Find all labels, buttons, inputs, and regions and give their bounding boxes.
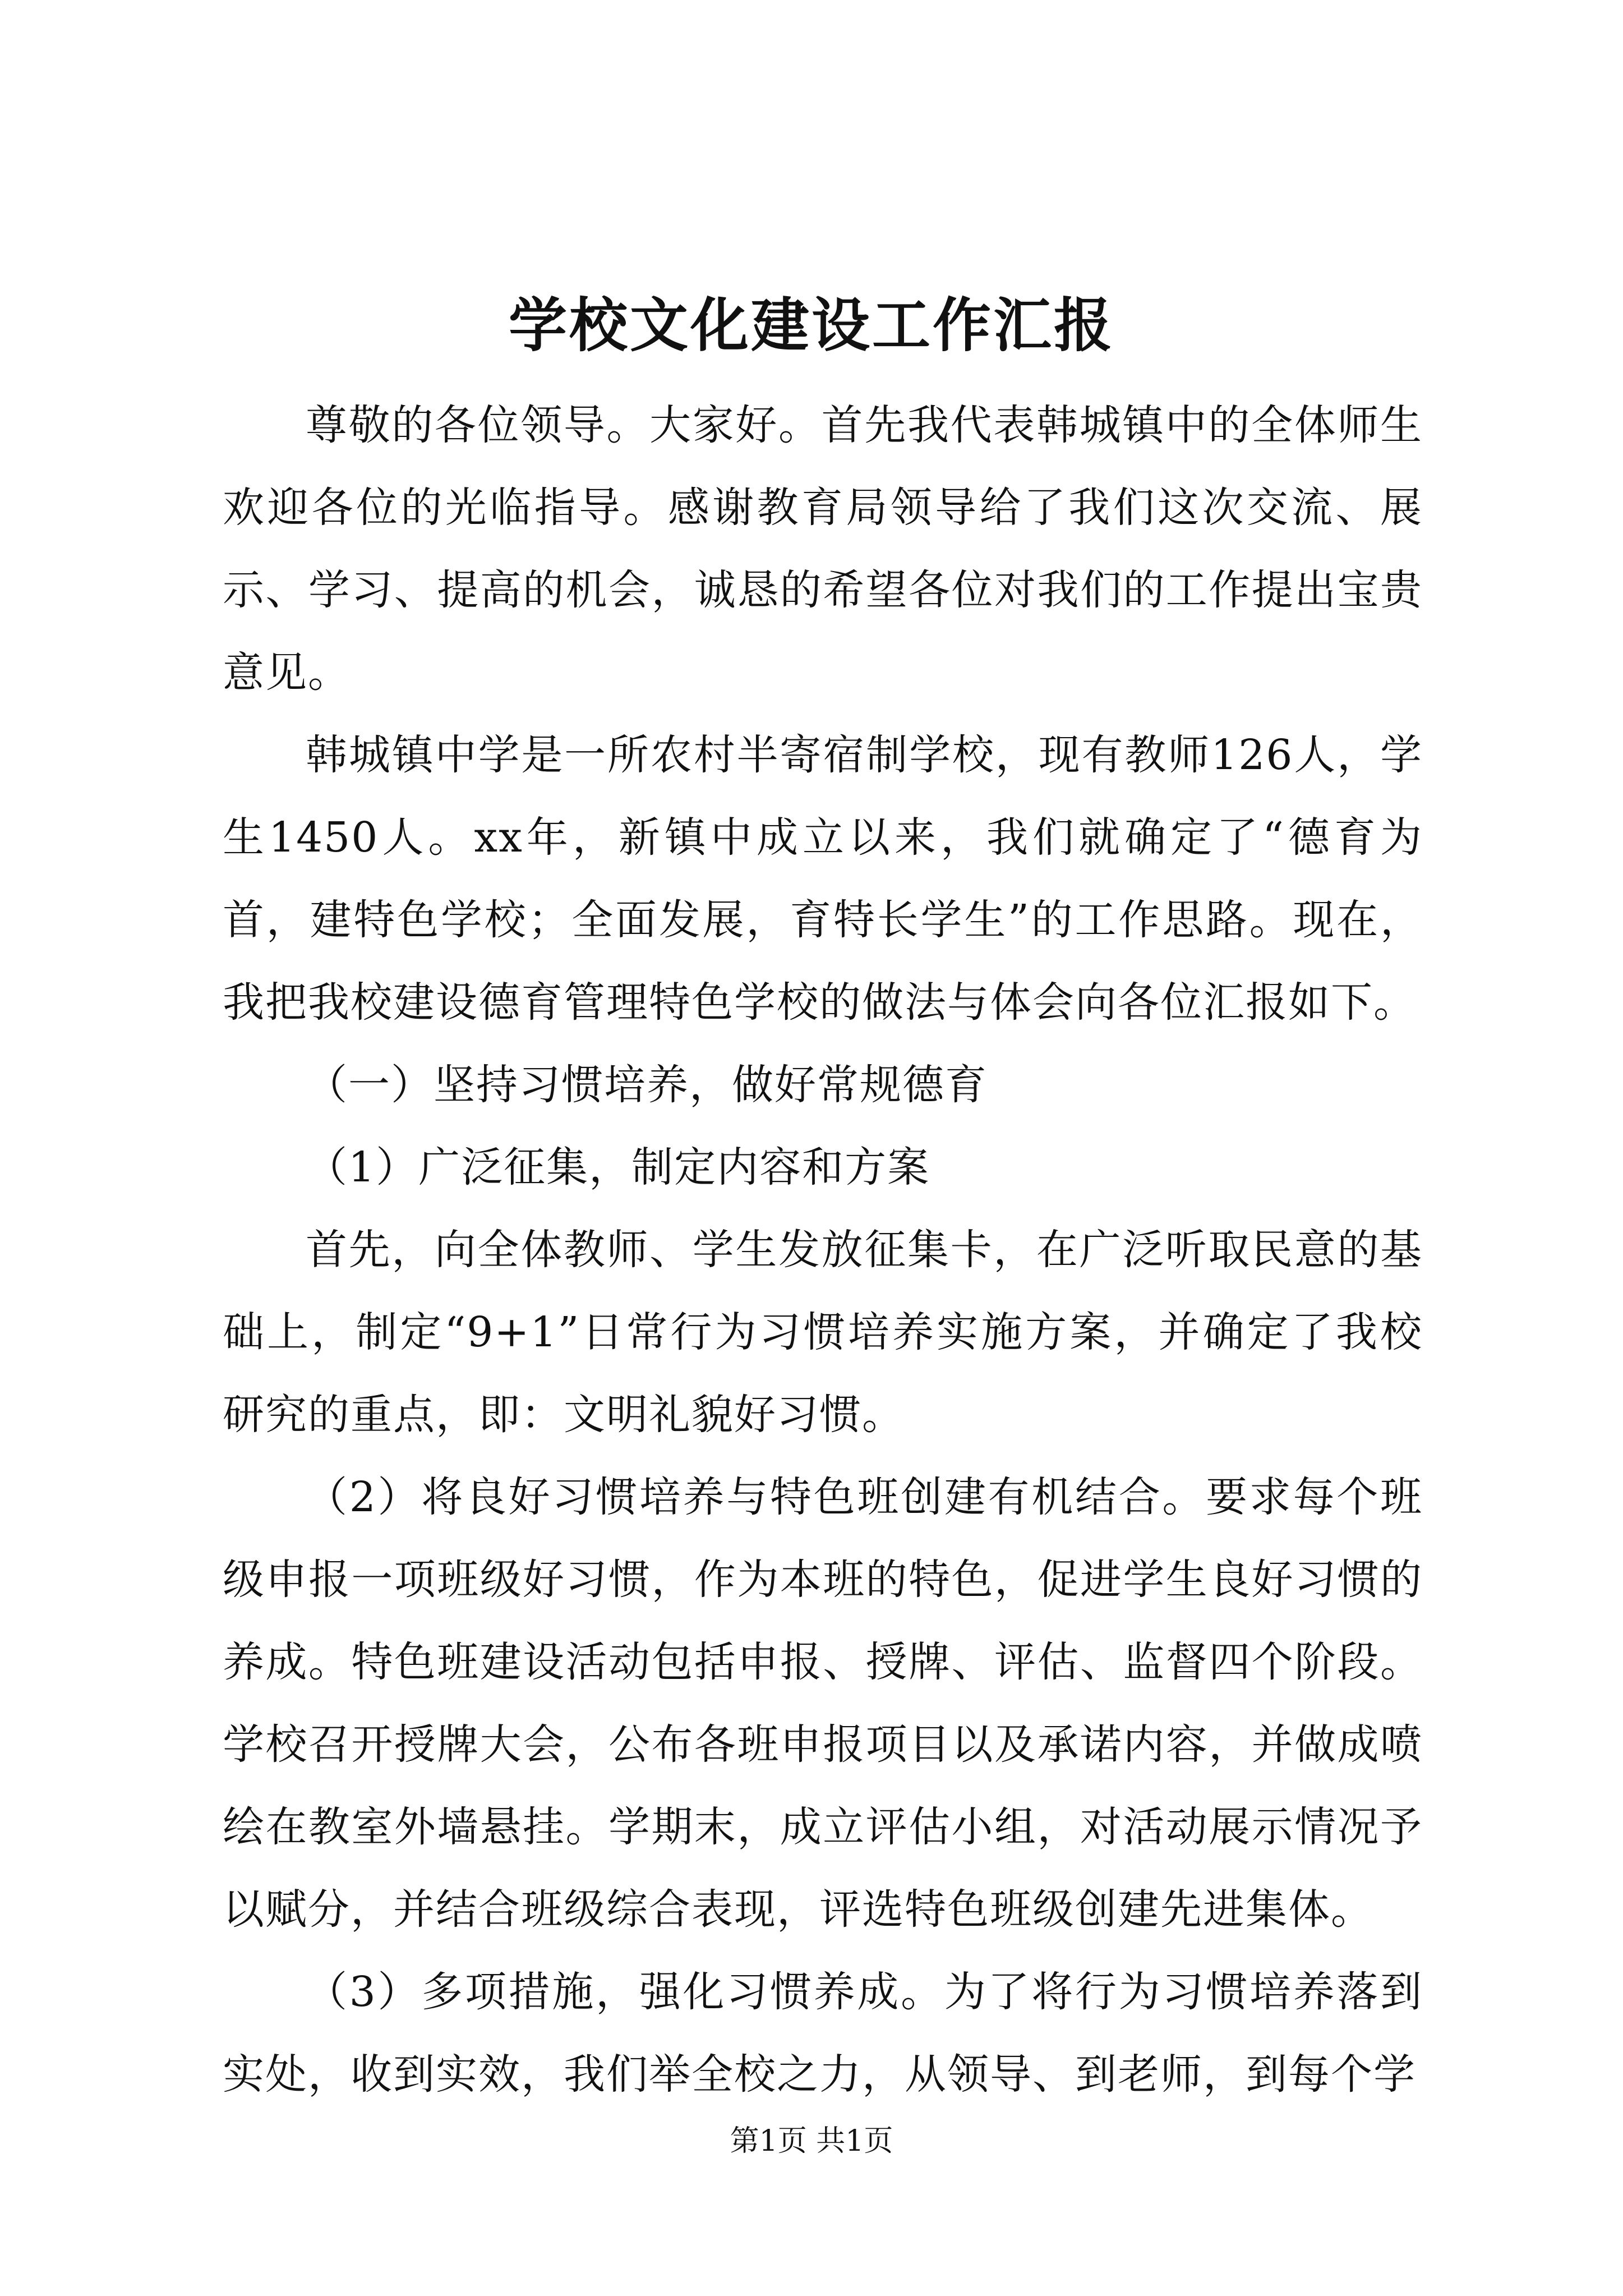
paragraph-greeting: 尊敬的各位领导。大家好。首先我代表韩城镇中的全体师生欢迎各位的光临指导。感谢教育局领导给了我们这次交流、展示、学习、提高的机会，诚恳的希望各位对我们的工作提出宝贵意见。 bbox=[223, 401, 1423, 697]
paragraph-special-class: （2）将良好习惯培养与特色班创建有机结合。要求每个班级申报一项班级好习惯，作为本班的特色，促进学生良好习惯的养成。特色班建设活动包括申报、授牌、评估、监督四个阶段。学校召开授牌大会，公布各班申报项目以及承诺内容，并做成喷绘在教室外墙悬挂。学期末，成立评估小组，对活动展示情况予以赋分，并结合班级综合表现，评选特色班级创建先进集体。 bbox=[223, 1473, 1423, 1934]
paragraph-school-intro: 韩城镇中学是一所农村半寄宿制学校，现有教师126人，学生1450人。xx年，新镇中成立以来，我们就确定了“德育为首，建特色学校；全面发展，育特长学生”的工作思路。现在，我把我校建设德育管理特色学校的做法与体会向各位汇报如下。 bbox=[223, 731, 1423, 1027]
page-footer: 第1页 共1页 bbox=[730, 2124, 893, 2158]
subsection-heading-1: （1）广泛征集，制定内容和方案 bbox=[306, 1143, 930, 1191]
document-title: 学校文化建设工作汇报 bbox=[508, 291, 1114, 360]
paragraph-measures: （3）多项措施，强化习惯养成。为了将行为习惯培养落到实处，收到实效，我们举全校之力，从领导、到老师，到每个学 bbox=[223, 1968, 1423, 2099]
paragraph-survey: 首先，向全体教师、学生发放征集卡，在广泛听取民意的基础上，制定“9+1”日常行为习惯培养实施方案，并确定了我校研究的重点，即：文明礼貌好习惯。 bbox=[223, 1226, 1423, 1439]
document-body bbox=[223, 384, 1423, 2116]
section-heading-1: （一）坚持习惯培养，做好常规德育 bbox=[306, 1061, 988, 1109]
